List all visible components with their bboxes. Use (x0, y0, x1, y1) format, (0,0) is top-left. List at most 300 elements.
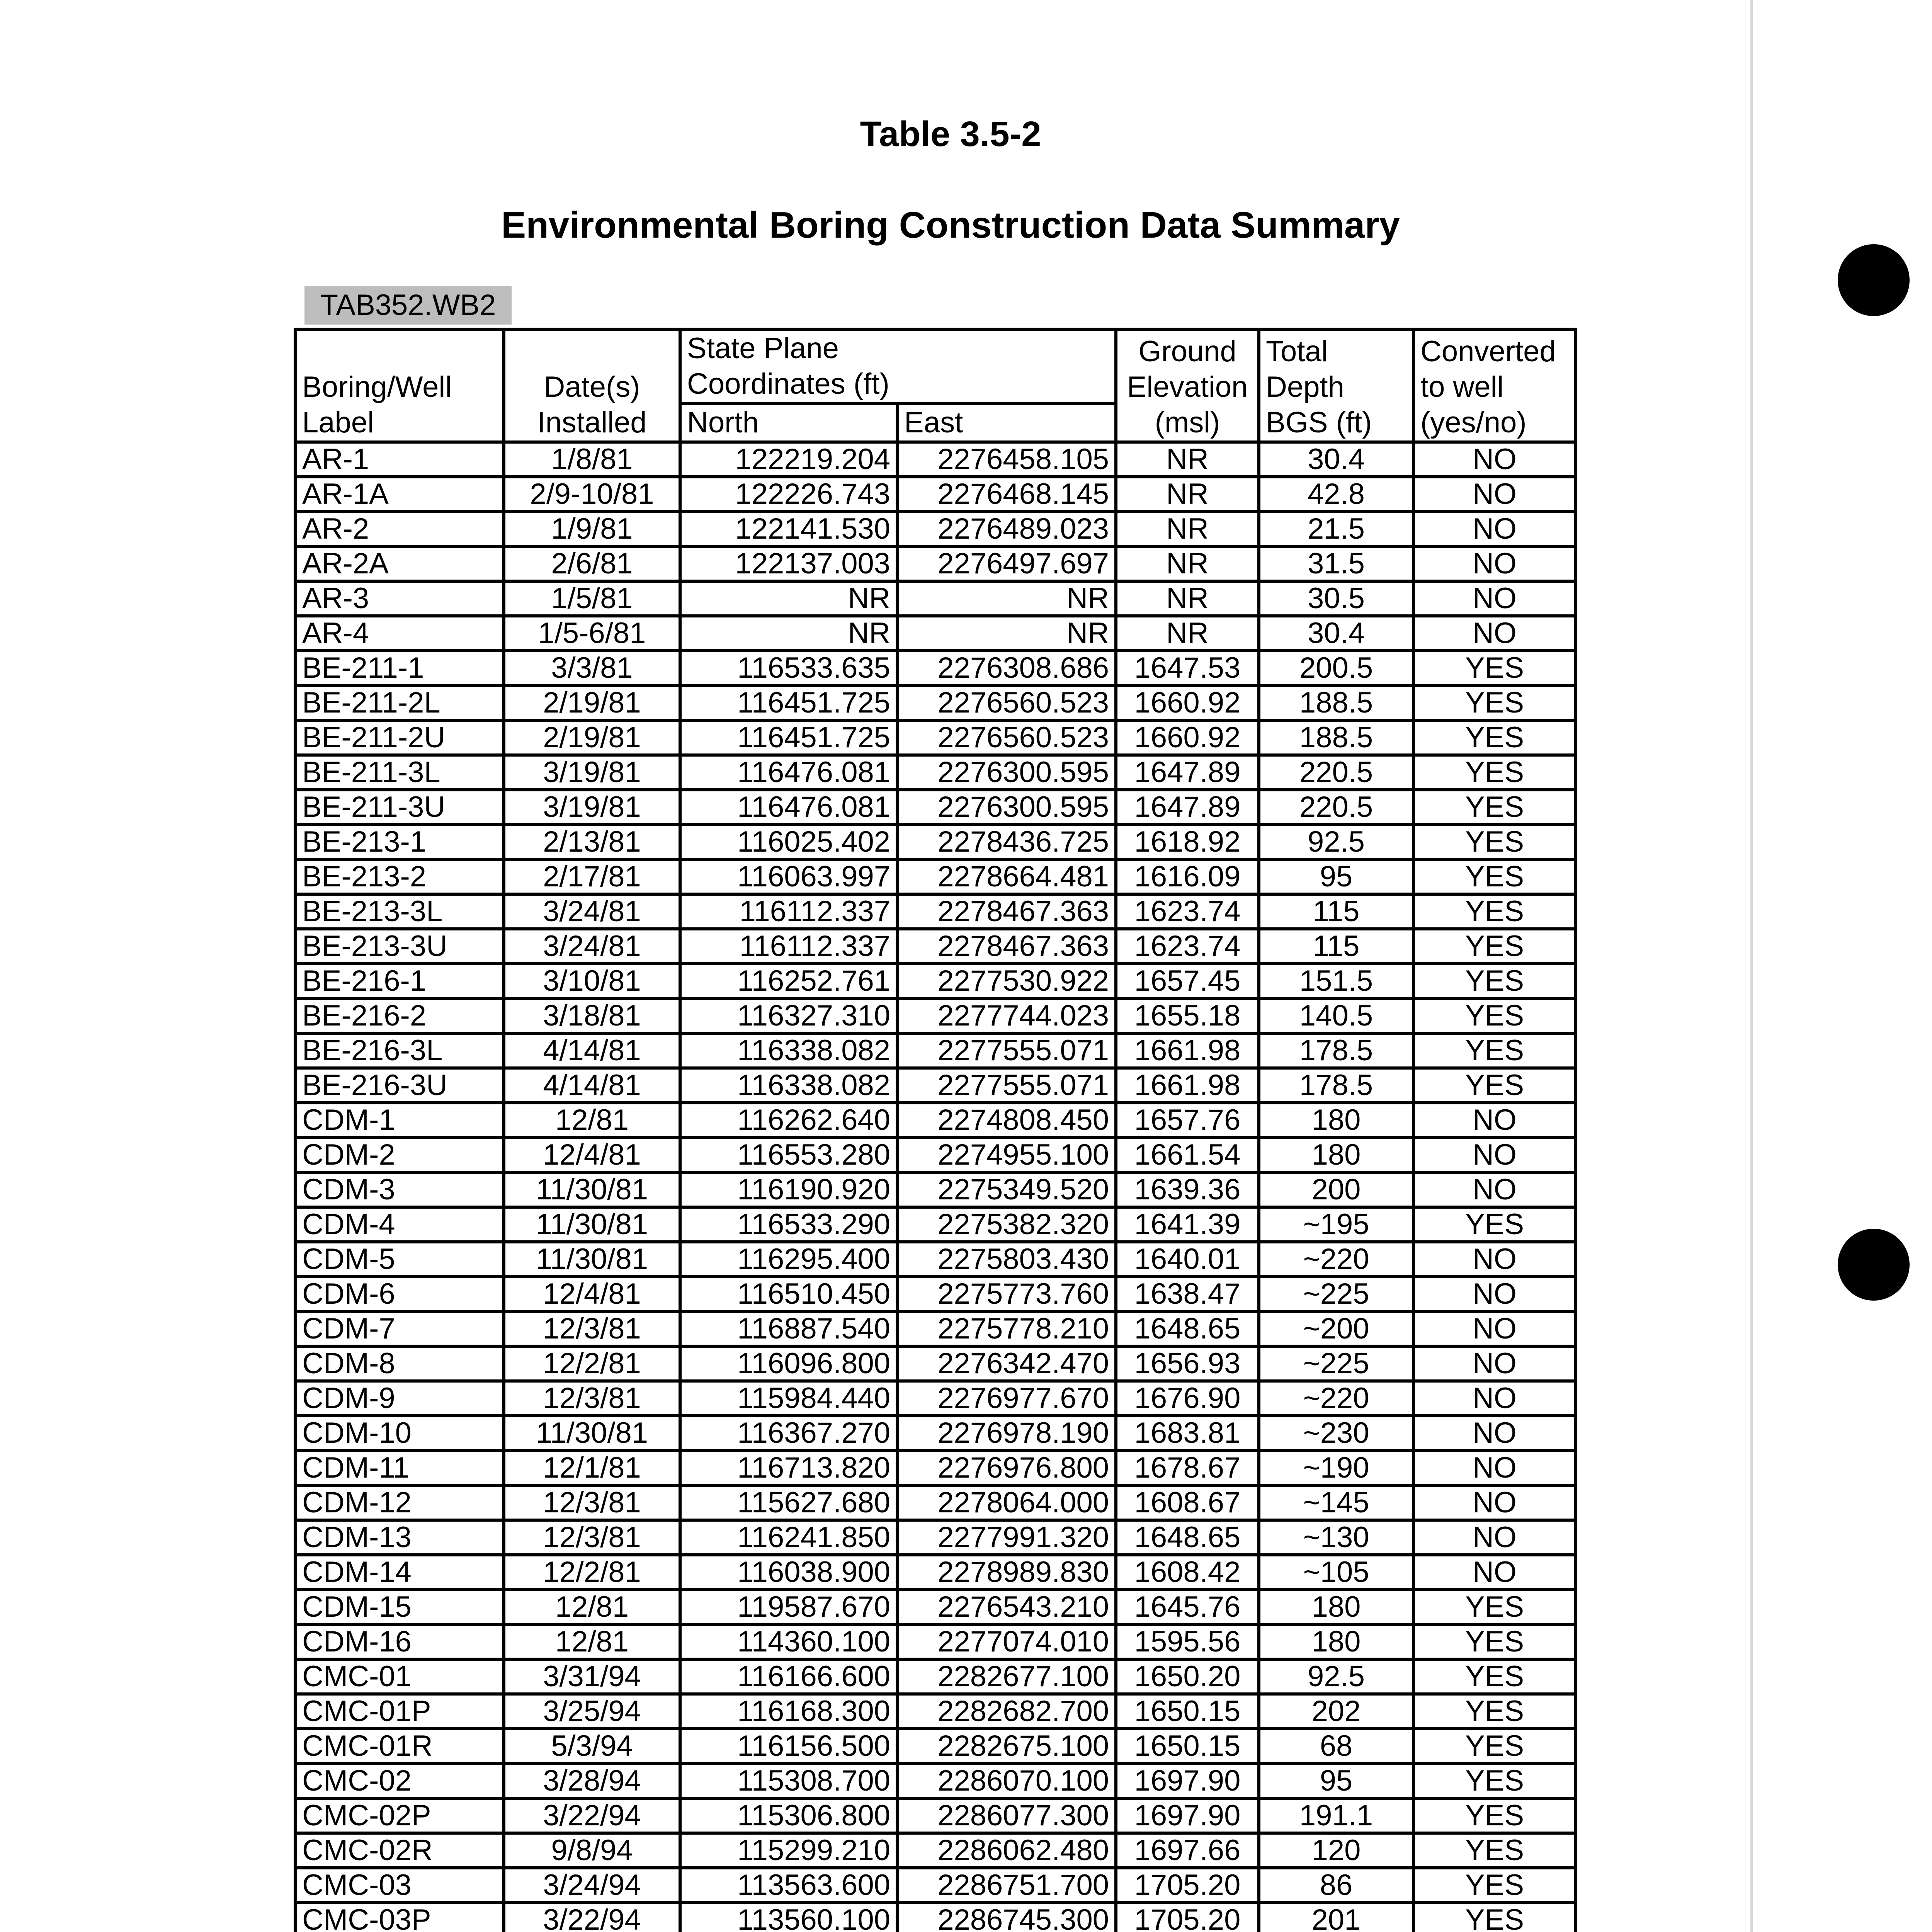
table-row (295, 1868, 1576, 1903)
cell-label: CMC-02R (295, 1833, 504, 1868)
cell-north: 122219.204 (680, 442, 897, 477)
cell-converted: NO (1413, 1172, 1576, 1207)
cell-label: BE-211-3L (295, 755, 504, 790)
table-row (295, 1451, 1576, 1485)
cell-depth: 31.5 (1259, 546, 1413, 581)
col-header-east: East (897, 403, 1116, 442)
cell-north: 116262.640 (680, 1103, 897, 1138)
cell-elevation: 1623.74 (1116, 894, 1259, 929)
cell-elevation: 1661.98 (1116, 1033, 1259, 1068)
cell-north: 115984.440 (680, 1381, 897, 1416)
table-row (295, 685, 1576, 720)
cell-east: 2277555.071 (897, 1068, 1116, 1103)
cell-north: 116533.290 (680, 1207, 897, 1242)
cell-north: 116338.082 (680, 1033, 897, 1068)
cell-elevation: NR (1116, 477, 1259, 512)
table-row (295, 1729, 1576, 1764)
cell-depth: 202 (1259, 1694, 1413, 1729)
cell-converted: NO (1413, 477, 1576, 512)
cell-depth: 95 (1259, 1764, 1413, 1798)
table-row (295, 1207, 1576, 1242)
cell-depth: 68 (1259, 1729, 1413, 1764)
cell-elevation: 1623.74 (1116, 929, 1259, 964)
cell-depth: 180 (1259, 1138, 1413, 1172)
cell-date: 12/3/81 (504, 1311, 680, 1346)
cell-label: CDM-15 (295, 1590, 504, 1624)
cell-label: BE-216-3U (295, 1068, 504, 1103)
cell-converted: YES (1413, 1868, 1576, 1903)
cell-east: 2286751.700 (897, 1868, 1116, 1903)
cell-label: AR-4 (295, 616, 504, 651)
cell-east: 2286077.300 (897, 1798, 1116, 1833)
table-row (295, 1242, 1576, 1277)
cell-depth: ~220 (1259, 1381, 1413, 1416)
cell-depth: ~200 (1259, 1311, 1413, 1346)
cell-converted: NO (1413, 1485, 1576, 1520)
punch-hole-middle (1838, 1229, 1910, 1301)
cell-north: 116096.800 (680, 1346, 897, 1381)
table-row (295, 1103, 1576, 1138)
table-row (295, 1416, 1576, 1451)
cell-elevation: 1661.98 (1116, 1068, 1259, 1103)
cell-east: 2276308.686 (897, 651, 1116, 685)
cell-label: CDM-13 (295, 1520, 504, 1555)
cell-east: 2276468.145 (897, 477, 1116, 512)
cell-depth: ~130 (1259, 1520, 1413, 1555)
cell-east: 2278467.363 (897, 929, 1116, 964)
cell-elevation: 1647.89 (1116, 790, 1259, 825)
cell-label: BE-211-3U (295, 790, 504, 825)
cell-east: 2276458.105 (897, 442, 1116, 477)
cell-depth: ~145 (1259, 1485, 1413, 1520)
cell-east: 2274955.100 (897, 1138, 1116, 1172)
cell-elevation: 1697.66 (1116, 1833, 1259, 1868)
cell-label: CDM-14 (295, 1555, 504, 1590)
table-row (295, 546, 1576, 581)
cell-depth: 200 (1259, 1172, 1413, 1207)
cell-converted: YES (1413, 1798, 1576, 1833)
cell-label: CDM-11 (295, 1451, 504, 1485)
cell-converted: YES (1413, 755, 1576, 790)
cell-east: 2286070.100 (897, 1764, 1116, 1798)
table-row (295, 929, 1576, 964)
cell-east: 2275382.320 (897, 1207, 1116, 1242)
cell-north: 115308.700 (680, 1764, 897, 1798)
cell-date: 12/1/81 (504, 1451, 680, 1485)
cell-north: 116166.600 (680, 1659, 897, 1694)
cell-date: 3/25/94 (504, 1694, 680, 1729)
cell-elevation: 1647.53 (1116, 651, 1259, 685)
cell-depth: 115 (1259, 929, 1413, 964)
cell-converted: NO (1413, 1277, 1576, 1311)
cell-converted: YES (1413, 929, 1576, 964)
cell-date: 3/24/81 (504, 929, 680, 964)
cell-depth: 42.8 (1259, 477, 1413, 512)
cell-elevation: 1616.09 (1116, 859, 1259, 894)
cell-east: 2275778.210 (897, 1311, 1116, 1346)
cell-north: 116156.500 (680, 1729, 897, 1764)
cell-label: BE-213-3L (295, 894, 504, 929)
cell-converted: YES (1413, 720, 1576, 755)
cell-elevation: NR (1116, 512, 1259, 546)
table-number: Table 3.5-2 (860, 114, 1041, 154)
cell-label: CDM-8 (295, 1346, 504, 1381)
cell-elevation: 1645.76 (1116, 1590, 1259, 1624)
cell-elevation: NR (1116, 616, 1259, 651)
cell-depth: 180 (1259, 1103, 1413, 1138)
cell-label: CDM-10 (295, 1416, 504, 1451)
cell-label: CDM-3 (295, 1172, 504, 1207)
cell-east: 2276978.190 (897, 1416, 1116, 1451)
cell-date: 4/14/81 (504, 1033, 680, 1068)
cell-elevation: 1661.54 (1116, 1138, 1259, 1172)
cell-converted: YES (1413, 894, 1576, 929)
cell-north: 116338.082 (680, 1068, 897, 1103)
cell-converted: YES (1413, 1207, 1576, 1242)
cell-north: 116713.820 (680, 1451, 897, 1485)
cell-east: 2275803.430 (897, 1242, 1116, 1277)
table-row (295, 1346, 1576, 1381)
cell-north: 116112.337 (680, 894, 897, 929)
cell-elevation: 1660.92 (1116, 720, 1259, 755)
table-row (295, 1033, 1576, 1068)
cell-elevation: 1618.92 (1116, 825, 1259, 859)
cell-east: 2277555.071 (897, 1033, 1116, 1068)
cell-converted: YES (1413, 998, 1576, 1033)
cell-north: 122141.530 (680, 512, 897, 546)
cell-label: BE-213-2 (295, 859, 504, 894)
cell-depth: ~225 (1259, 1346, 1413, 1381)
table-row (295, 512, 1576, 546)
cell-label: CMC-03P (295, 1903, 504, 1932)
cell-elevation: 1660.92 (1116, 685, 1259, 720)
cell-elevation: 1676.90 (1116, 1381, 1259, 1416)
cell-elevation: 1683.81 (1116, 1416, 1259, 1451)
cell-east: 2276300.595 (897, 790, 1116, 825)
cell-depth: 140.5 (1259, 998, 1413, 1033)
cell-date: 1/8/81 (504, 442, 680, 477)
table-row (295, 1138, 1576, 1172)
cell-label: CMC-03 (295, 1868, 504, 1903)
cell-date: 12/3/81 (504, 1520, 680, 1555)
cell-east: 2275349.520 (897, 1172, 1116, 1207)
cell-elevation: 1648.65 (1116, 1311, 1259, 1346)
col-header-label: Boring/Well Label (295, 329, 504, 442)
cell-label: CMC-02P (295, 1798, 504, 1833)
cell-east: 2276342.470 (897, 1346, 1116, 1381)
cell-north: 116025.402 (680, 825, 897, 859)
cell-date: 3/24/94 (504, 1868, 680, 1903)
cell-north: 116190.920 (680, 1172, 897, 1207)
cell-date: 4/14/81 (504, 1068, 680, 1103)
cell-converted: NO (1413, 1311, 1576, 1346)
cell-depth: 151.5 (1259, 964, 1413, 998)
cell-north: 116063.997 (680, 859, 897, 894)
col-header-coordinates (680, 329, 1116, 403)
cell-north: NR (680, 616, 897, 651)
cell-depth: ~230 (1259, 1416, 1413, 1451)
cell-elevation: 1655.18 (1116, 998, 1259, 1033)
cell-date: 2/6/81 (504, 546, 680, 581)
cell-north: 116476.081 (680, 755, 897, 790)
table-row (295, 790, 1576, 825)
cell-date: 2/13/81 (504, 825, 680, 859)
cell-converted: YES (1413, 1764, 1576, 1798)
cell-depth: 180 (1259, 1624, 1413, 1659)
cell-converted: YES (1413, 859, 1576, 894)
cell-label: AR-2A (295, 546, 504, 581)
cell-label: CDM-12 (295, 1485, 504, 1520)
cell-elevation: 1697.90 (1116, 1798, 1259, 1833)
cell-date: 12/4/81 (504, 1138, 680, 1172)
cell-date: 1/9/81 (504, 512, 680, 546)
table-row (295, 720, 1576, 755)
cell-elevation: NR (1116, 546, 1259, 581)
cell-depth: 178.5 (1259, 1033, 1413, 1068)
cell-depth: 86 (1259, 1868, 1413, 1903)
col-header-date: Date(s) Installed (504, 329, 680, 442)
cell-label: CDM-7 (295, 1311, 504, 1346)
cell-converted: YES (1413, 1833, 1576, 1868)
cell-east: 2276300.595 (897, 755, 1116, 790)
cell-converted: NO (1413, 1416, 1576, 1451)
cell-date: 1/5-6/81 (504, 616, 680, 651)
col-header-north: North (680, 403, 897, 442)
cell-depth: 201 (1259, 1903, 1413, 1932)
cell-converted: YES (1413, 1590, 1576, 1624)
cell-elevation: 1705.20 (1116, 1903, 1259, 1932)
cell-converted: YES (1413, 1659, 1576, 1694)
cell-converted: NO (1413, 581, 1576, 616)
cell-elevation: 1697.90 (1116, 1764, 1259, 1798)
cell-north: 115299.210 (680, 1833, 897, 1868)
cell-date: 3/31/94 (504, 1659, 680, 1694)
cell-converted: YES (1413, 1068, 1576, 1103)
table-row (295, 1172, 1576, 1207)
cell-north: 116451.725 (680, 685, 897, 720)
cell-converted: YES (1413, 790, 1576, 825)
cell-label: BE-211-1 (295, 651, 504, 685)
cell-converted: NO (1413, 546, 1576, 581)
cell-date: 9/8/94 (504, 1833, 680, 1868)
cell-north: 116241.850 (680, 1520, 897, 1555)
cell-date: 12/81 (504, 1103, 680, 1138)
cell-east: 2277074.010 (897, 1624, 1116, 1659)
cell-north: 116476.081 (680, 790, 897, 825)
cell-elevation: 1650.15 (1116, 1694, 1259, 1729)
cell-elevation: 1639.36 (1116, 1172, 1259, 1207)
cell-elevation: 1678.67 (1116, 1451, 1259, 1485)
table-row (295, 1624, 1576, 1659)
punch-hole-top (1838, 244, 1910, 316)
cell-elevation: 1640.01 (1116, 1242, 1259, 1277)
cell-elevation: 1648.65 (1116, 1520, 1259, 1555)
cell-elevation: 1647.89 (1116, 755, 1259, 790)
header-row (295, 329, 1576, 403)
cell-north: 116553.280 (680, 1138, 897, 1172)
table-title: Environmental Boring Construction Data Summary (501, 204, 1400, 246)
cell-north: 116887.540 (680, 1311, 897, 1346)
cell-converted: YES (1413, 1729, 1576, 1764)
cell-converted: NO (1413, 1103, 1576, 1138)
cell-converted: YES (1413, 1624, 1576, 1659)
table-row (295, 1659, 1576, 1694)
cell-north: 116038.900 (680, 1555, 897, 1590)
cell-elevation: NR (1116, 581, 1259, 616)
cell-date: 11/30/81 (504, 1207, 680, 1242)
cell-date: 3/19/81 (504, 790, 680, 825)
cell-date: 2/17/81 (504, 859, 680, 894)
cell-depth: ~220 (1259, 1242, 1413, 1277)
cell-depth: 180 (1259, 1590, 1413, 1624)
cell-label: AR-1 (295, 442, 504, 477)
cell-depth: 30.4 (1259, 616, 1413, 651)
cell-east: 2282675.100 (897, 1729, 1116, 1764)
cell-label: BE-211-2L (295, 685, 504, 720)
cell-elevation: NR (1116, 442, 1259, 477)
cell-elevation: 1650.15 (1116, 1729, 1259, 1764)
cell-depth: ~195 (1259, 1207, 1413, 1242)
cell-converted: NO (1413, 1451, 1576, 1485)
cell-converted: NO (1413, 616, 1576, 651)
table-row (295, 1833, 1576, 1868)
cell-date: 3/24/81 (504, 894, 680, 929)
table-row (295, 1764, 1576, 1798)
cell-converted: NO (1413, 1346, 1576, 1381)
cell-label: CDM-16 (295, 1624, 504, 1659)
cell-label: CDM-1 (295, 1103, 504, 1138)
table-row (295, 964, 1576, 998)
table-row (295, 1277, 1576, 1311)
cell-converted: NO (1413, 1555, 1576, 1590)
cell-north: 116295.400 (680, 1242, 897, 1277)
cell-depth: 191.1 (1259, 1798, 1413, 1833)
cell-date: 3/22/94 (504, 1903, 680, 1932)
cell-east: 2278064.000 (897, 1485, 1116, 1520)
table-row (295, 1694, 1576, 1729)
cell-elevation: 1608.67 (1116, 1485, 1259, 1520)
cell-east: 2278989.830 (897, 1555, 1116, 1590)
cell-converted: YES (1413, 1694, 1576, 1729)
cell-converted: NO (1413, 442, 1576, 477)
cell-elevation: 1657.76 (1116, 1103, 1259, 1138)
cell-converted: NO (1413, 1242, 1576, 1277)
cell-elevation: 1638.47 (1116, 1277, 1259, 1311)
cell-converted: NO (1413, 1381, 1576, 1416)
table-row (295, 1798, 1576, 1833)
cell-converted: YES (1413, 651, 1576, 685)
cell-north: 116451.725 (680, 720, 897, 755)
cell-north: 115306.800 (680, 1798, 897, 1833)
cell-label: BE-211-2U (295, 720, 504, 755)
cell-date: 5/3/94 (504, 1729, 680, 1764)
cell-elevation: 1608.42 (1116, 1555, 1259, 1590)
cell-depth: 21.5 (1259, 512, 1413, 546)
cell-label: CDM-9 (295, 1381, 504, 1416)
cell-depth: 188.5 (1259, 720, 1413, 755)
cell-label: BE-213-1 (295, 825, 504, 859)
cell-north: NR (680, 581, 897, 616)
table-row (295, 477, 1576, 512)
table-row (295, 859, 1576, 894)
boring-data-table (294, 328, 1577, 1932)
cell-label: CDM-6 (295, 1277, 504, 1311)
cell-date: 3/22/94 (504, 1798, 680, 1833)
cell-depth: 220.5 (1259, 790, 1413, 825)
cell-depth: 200.5 (1259, 651, 1413, 685)
cell-elevation: 1705.20 (1116, 1868, 1259, 1903)
cell-depth: 30.4 (1259, 442, 1413, 477)
cell-east: 2276489.023 (897, 512, 1116, 546)
cell-label: AR-3 (295, 581, 504, 616)
col-header-depth: Total Depth BGS (ft) (1259, 329, 1413, 442)
cell-east: 2276560.523 (897, 685, 1116, 720)
cell-date: 1/5/81 (504, 581, 680, 616)
col-header-converted: Converted to well (yes/no) (1413, 329, 1576, 442)
cell-east: 2277744.023 (897, 998, 1116, 1033)
cell-converted: NO (1413, 512, 1576, 546)
table-row (295, 755, 1576, 790)
cell-label: CDM-4 (295, 1207, 504, 1242)
cell-label: BE-213-3U (295, 929, 504, 964)
cell-east: 2276977.670 (897, 1381, 1116, 1416)
cell-east: 2276543.210 (897, 1590, 1116, 1624)
cell-date: 12/3/81 (504, 1381, 680, 1416)
cell-date: 12/4/81 (504, 1277, 680, 1311)
cell-north: 122137.003 (680, 546, 897, 581)
cell-date: 3/18/81 (504, 998, 680, 1033)
cell-east: 2278664.481 (897, 859, 1116, 894)
table-row (295, 616, 1576, 651)
cell-elevation: 1657.45 (1116, 964, 1259, 998)
cell-east: 2274808.450 (897, 1103, 1116, 1138)
cell-depth: ~225 (1259, 1277, 1413, 1311)
cell-converted: YES (1413, 1903, 1576, 1932)
table-row (295, 825, 1576, 859)
cell-north: 115627.680 (680, 1485, 897, 1520)
cell-east: NR (897, 616, 1116, 651)
cell-north: 116327.310 (680, 998, 897, 1033)
cell-label: CMC-02 (295, 1764, 504, 1798)
cell-elevation: 1641.39 (1116, 1207, 1259, 1242)
cell-north: 116510.450 (680, 1277, 897, 1311)
file-tag: TAB352.WB2 (304, 286, 512, 325)
cell-depth: 92.5 (1259, 1659, 1413, 1694)
cell-date: 11/30/81 (504, 1172, 680, 1207)
cell-depth: 220.5 (1259, 755, 1413, 790)
cell-north: 116367.270 (680, 1416, 897, 1451)
cell-date: 3/28/94 (504, 1764, 680, 1798)
page-edge-rule (1750, 0, 1753, 1932)
cell-east: 2275773.760 (897, 1277, 1116, 1311)
cell-date: 11/30/81 (504, 1416, 680, 1451)
table-row (295, 1903, 1576, 1932)
table-row (295, 1311, 1576, 1346)
cell-north: 119587.670 (680, 1590, 897, 1624)
table-row (295, 1590, 1576, 1624)
cell-elevation: 1595.56 (1116, 1624, 1259, 1659)
cell-depth: 115 (1259, 894, 1413, 929)
cell-depth: ~105 (1259, 1555, 1413, 1590)
cell-east: 2282677.100 (897, 1659, 1116, 1694)
table-row (295, 1381, 1576, 1416)
table-row (295, 1068, 1576, 1103)
cell-converted: YES (1413, 964, 1576, 998)
col-header-coordinates-text: State Plane Coordinates (ft) (687, 332, 889, 400)
table-row (295, 894, 1576, 929)
cell-date: 11/30/81 (504, 1242, 680, 1277)
cell-east: NR (897, 581, 1116, 616)
